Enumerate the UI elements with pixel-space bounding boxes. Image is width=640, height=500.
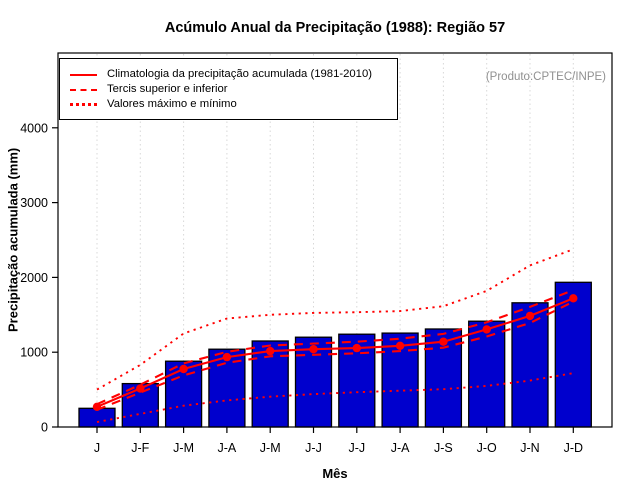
x-tick-label: J-F: [131, 441, 150, 455]
legend-item-tercis: [70, 82, 389, 97]
legend-label: Climatologia da precipitação acumulada (1981-2010): [107, 68, 373, 80]
y-tick-label: 4000: [20, 121, 48, 136]
legend-item-climatology: [70, 67, 389, 82]
climatology-point: [309, 345, 317, 353]
y-tick-label: 0: [41, 420, 48, 435]
precipitation-bar: [512, 303, 548, 427]
x-axis-label: Mês: [322, 466, 348, 481]
x-tick-label: J-J: [348, 441, 366, 455]
legend-label: Valores máximo e mínimo: [107, 98, 237, 110]
climatology-point: [223, 353, 231, 361]
x-tick-label: J-N: [520, 441, 540, 455]
x-tick-label: J-M: [173, 441, 195, 455]
y-tick-label: 3000: [20, 196, 48, 211]
x-tick-label: J-A: [390, 441, 410, 455]
dashed-line-icon: [70, 89, 97, 91]
solid-line-icon: [70, 74, 97, 76]
y-tick-label: 2000: [20, 270, 48, 285]
x-tick-label: J-A: [217, 441, 237, 455]
climatology-point: [179, 365, 187, 373]
dotted-line-icon: [70, 103, 97, 106]
precipitation-bar: [79, 408, 115, 427]
y-axis-label: Precipitação acumulada (mm): [5, 147, 21, 333]
climatology-point: [353, 344, 361, 352]
climatology-point: [526, 312, 534, 320]
climatology-point: [266, 347, 274, 355]
climatology-point: [439, 338, 447, 346]
x-tick-label: J-M: [259, 441, 281, 455]
x-tick-label: J-S: [434, 441, 453, 455]
legend-item-max-min: [70, 97, 389, 112]
x-tick-label: J: [93, 441, 101, 455]
x-tick-label: J-J: [305, 441, 322, 455]
climatology-point: [483, 325, 491, 333]
y-tick-label: 1000: [20, 345, 48, 360]
chart-title: Acúmulo Anual da Precipitação (1988): Região 57: [164, 20, 506, 36]
climatology-point: [569, 294, 577, 302]
climatology-point: [396, 342, 404, 350]
x-tick-label: J-O: [476, 441, 497, 455]
x-tick-label: J-D: [563, 441, 584, 455]
product-credit: (Produto:CPTEC/INPE): [485, 71, 606, 83]
legend: [59, 58, 398, 120]
legend-label: Tercis superior e inferior: [107, 83, 228, 95]
